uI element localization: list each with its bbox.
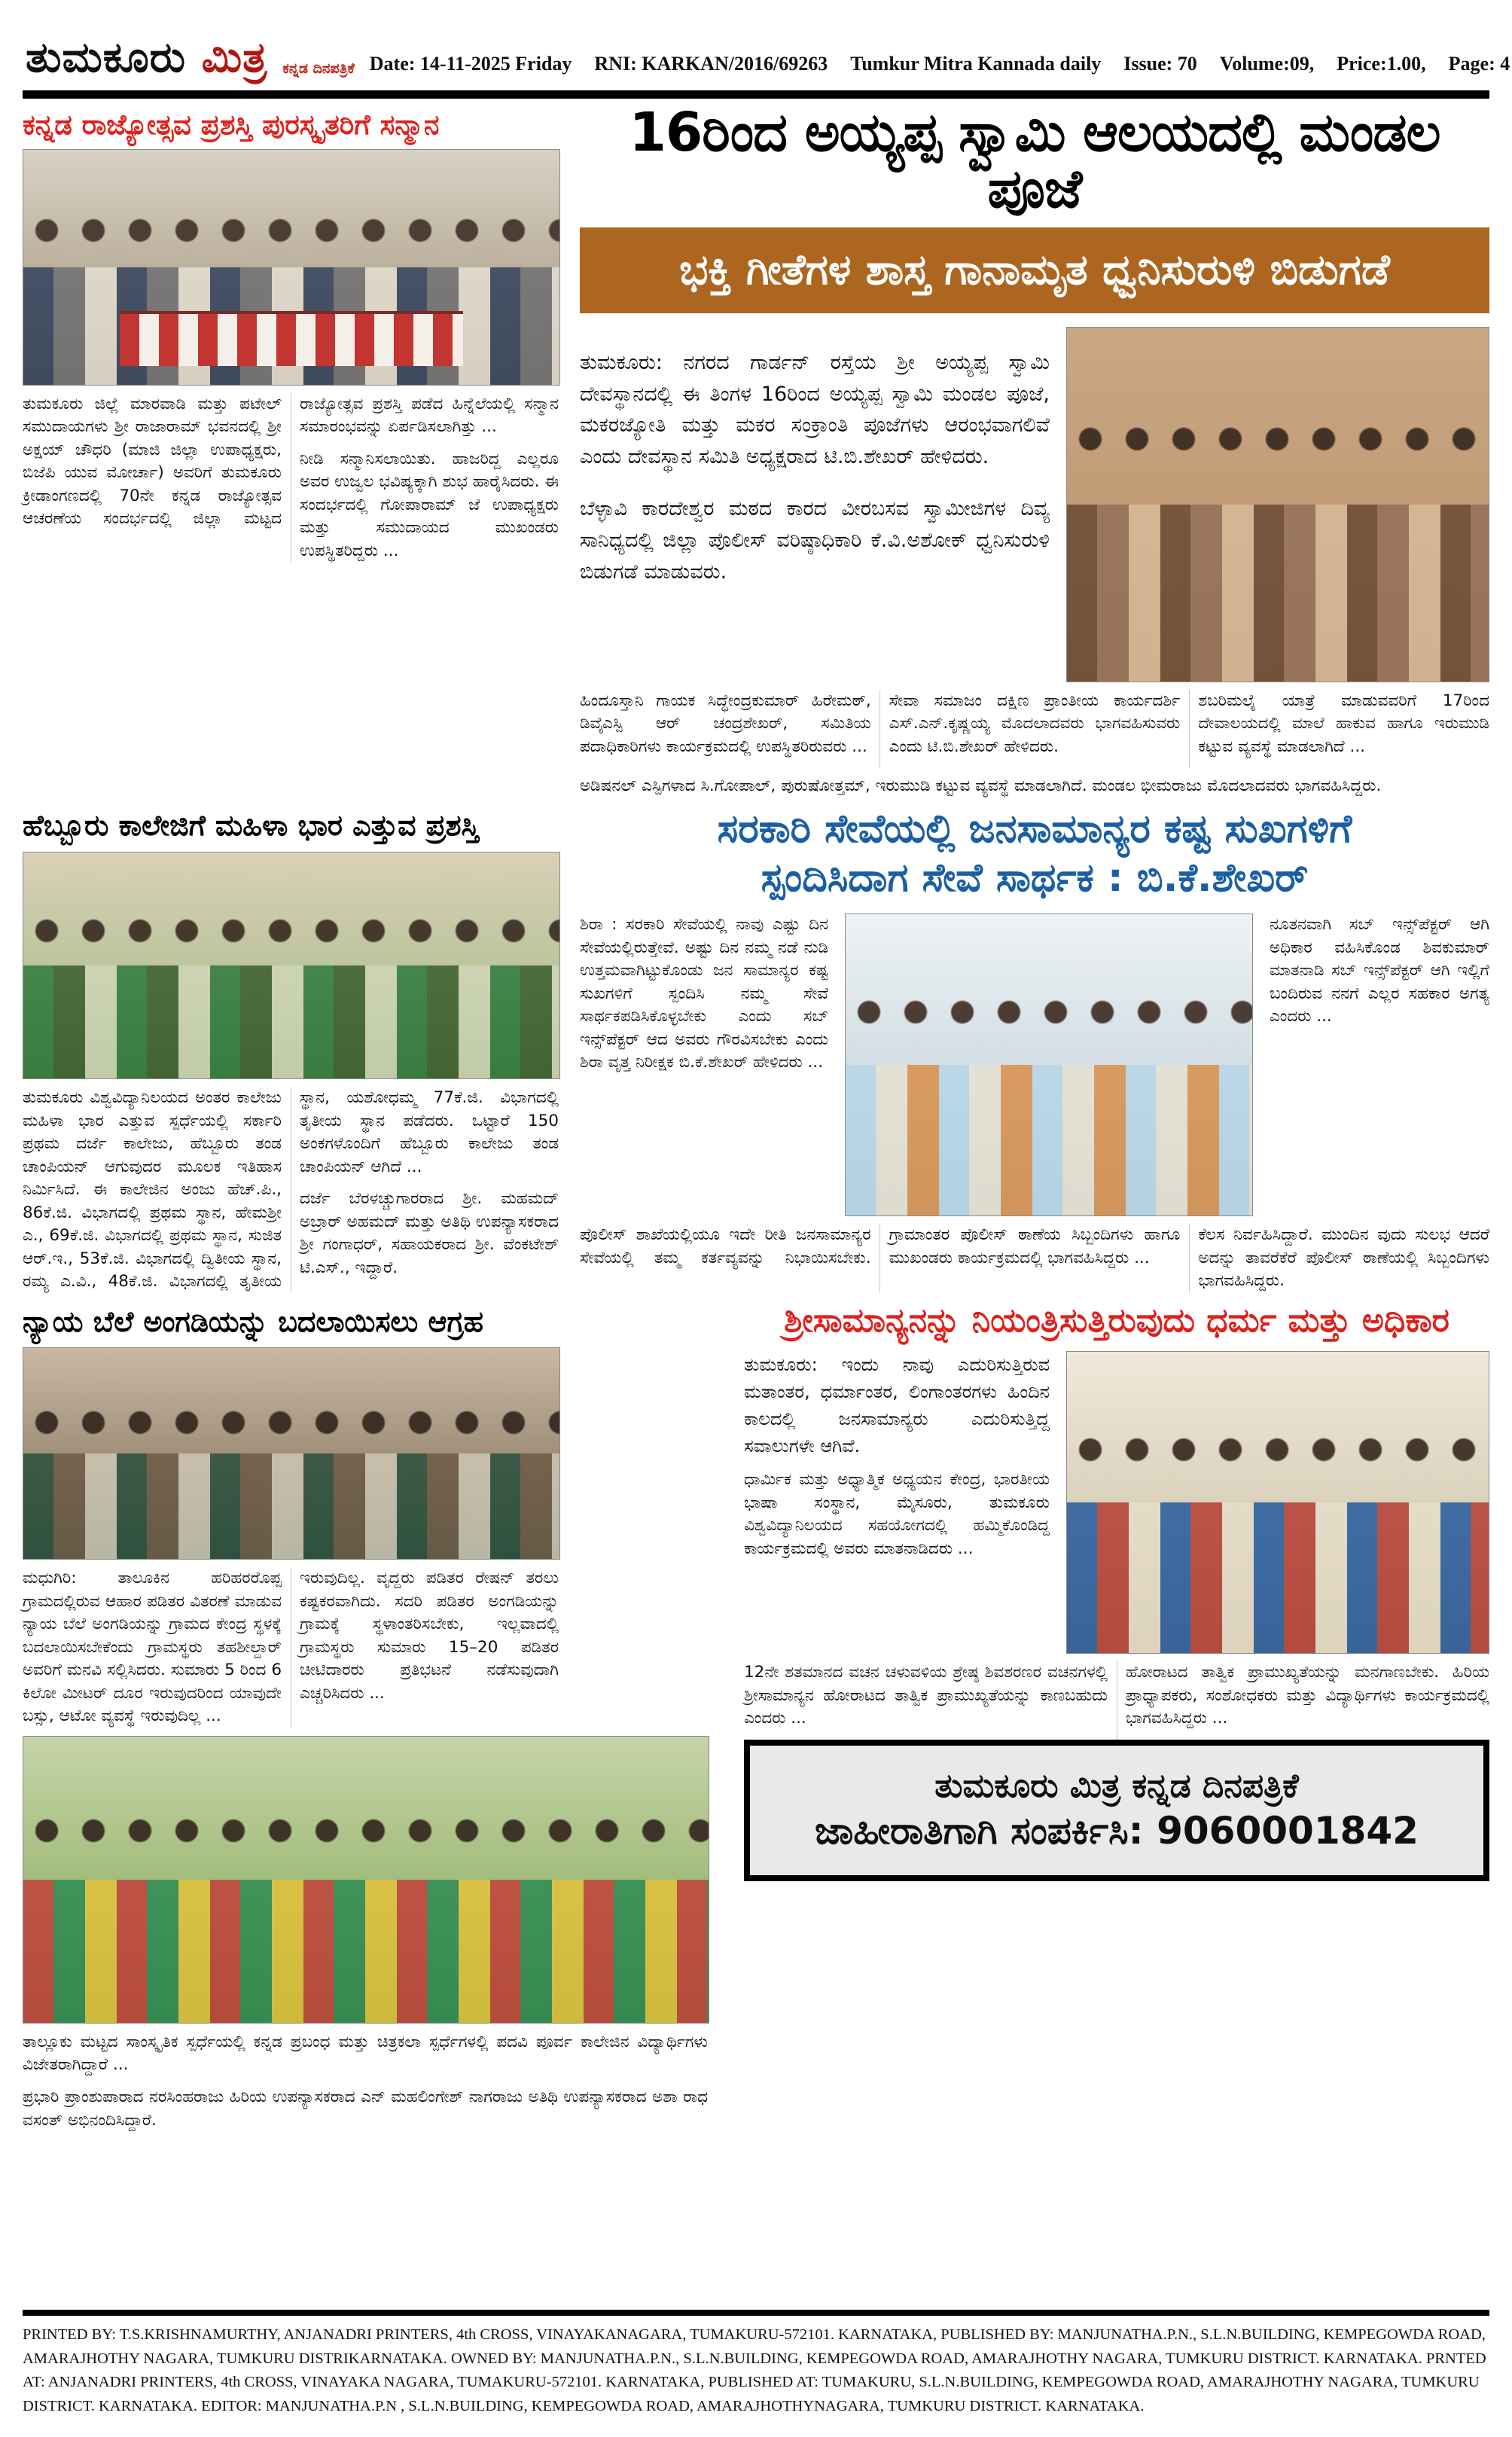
masthead-divider xyxy=(23,90,1489,99)
ayyappa-tail-line: ಅಡಿಷನಲ್ ಎಸ್ಪಿಗಳಾದ ಸಿ.ಗೋಪಾಲ್, ಪುರುಷೋತ್ತಮ್, ಇರುಮುಡಿ ಕಟ್ಟುವ ವ್ಯವಸ್ಥೆ ಮಾಡಲಾಗಿದೆ. ಮಂಡಲ ಭೀಮರಾಜು ಮೊದಲಾದವರು ಭಾಗವಹಿಸಿದ್ದರು. xyxy=(580,776,1382,796)
nyaya-paragraph: ಮಧುಗಿರಿ: ತಾಲೂಕಿನ ಹರಿಹರರೊಪ್ಪ ಗ್ರಾಮದಲ್ಲಿರುವ ಆಹಾರ ಪಡಿತರ ವಿತರಣೆ ಮಾಡುವ ನ್ಯಾಯ ಬೆಲೆ ಅಂಗಡಿಯನ್ನು ಗ್ರಾಮದ ಕೇಂದ್ರ ಸ್ಥಳಕ್ಕೆ ಬದಲಾಯಿಸಬೇಕೆಂದು ಗ್ರಾಮಸ್ಥರು ತಹಶೀಲ್ದಾರ್ ಅವರಿಗೆ ಮನವಿ ಸಲ್ಲಿಸಿದರು. ಸುಮಾರು 5 ರಿಂದ 6 ಕಿಲೋ ಮೀಟರ್ ದೂರ ಇರುವುದರಿಂದ ಯಾವುದೇ ಬಸ್ಸು, ಆಟೋ ವ್ಯವಸ್ಥೆ ಇರುವುದಿಲ್ಲ ... xyxy=(23,1569,282,1726)
dharma-paragraph: ಹೋರಾಟದ ತಾತ್ವಿಕ ಪ್ರಾಮುಖ್ಯತೆಯನ್ನು ಮನಗಾಣಬೇಕು. ಹಿರಿಯ ಪ್ರಾಧ್ಯಾಪಕರು, ಸಂಶೋಧಕರು ಮತ್ತು ವಿದ್ಯಾರ್ಥಿಗಳು ಕಾರ್ಯಕ್ರಮದಲ್ಲಿ ಭಾಗವಹಿಸಿದ್ದರು ... xyxy=(1126,1663,1489,1728)
section-middle xyxy=(23,798,1489,1293)
ayyappa-paragraph: ಹಿಂದೂಸ್ತಾನಿ ಗಾಯಕ ಸಿದ್ಧೇಂದ್ರಕುಮಾರ್ ಹಿರೇಮಠ್, ಡಿವೈಎಸ್ಪಿ ಆರ್ ಚಂದ್ರಶೇಖರ್, ಸಮಿತಿಯ ಪದಾಧಿಕಾರಿಗಳು ಕಾರ್ಯಕ್ರಮದಲ್ಲಿ ಉಪಸ್ಥಿತರಿರುವರು ... xyxy=(580,691,871,756)
newspaper-logo xyxy=(26,33,267,83)
dharma-headline: ಶ್ರೀಸಾಮಾನ್ಯನನ್ನು ನಿಯಂತ್ರಿಸುತ್ತಿರುವುದು ಧರ್ಮ ಮತ್ತು ಅಧಿಕಾರ xyxy=(784,1301,1450,1340)
seva-paragraph: ಕೆಲಸ ನಿರ್ವಹಿಸಿದ್ದಾರೆ. ಮುಂದಿನ ವುದು ಸುಲಭ ಆದರೆ ಅದನ್ನು ತಾವರೆಕೆರೆ ಪೊಲೀಸ್ ಠಾಣೆಯಲ್ಲಿ ಸಿಬ್ಬಂದಿಗಳು ಭಾಗವಹಿಸಿದ್ದರು. xyxy=(1198,1225,1489,1291)
article-dharma xyxy=(744,1294,1489,1881)
award-headline: ಕನ್ನಡ ರಾಜ್ಯೋತ್ಸವ ಪ್ರಶಸ್ತಿ ಪುರಸ್ಕೃತರಿಗೆ ಸನ್ಮಾನ xyxy=(23,108,440,141)
masthead-date: Date: 14-11-2025 Friday xyxy=(369,53,572,75)
ad-line1: ತುಮಕೂರು ಮಿತ್ರ ಕನ್ನಡ ದಿನಪತ್ರಿಕೆ xyxy=(934,1767,1299,1805)
masthead-issue: Issue: 70 xyxy=(1123,53,1197,75)
seva-body-columns xyxy=(580,1224,1489,1293)
ayyappa-body-columns xyxy=(580,690,1489,768)
seva-paragraph: ಶಿರಾ : ಸರಕಾರಿ ಸೇವೆಯಲ್ಲಿ ನಾವು ಎಷ್ಟು ದಿನ ಸೇವೆಯಲ್ಲಿರುತ್ತೇವೆ. ಅಷ್ಟು ದಿನ ನಮ್ಮ ನಡೆ ನುಡಿ ಉತ್ತಮವಾಗಿಟ್ಟುಕೊಂಡು ಜನ ಸಾಮಾನ್ಯರ ಕಷ್ಟ ಸುಖಗಳಿಗೆ ಸ್ಪಂದಿಸಿ ನಮ್ಮ ಸೇವೆ ಸಾರ್ಥಕಪಡಿಸಿಕೊಳ್ಳಬೇಕು ಎಂದು ಸಬ್ ಇನ್ಸ್‌ಪೆಕ್ಟರ್ ಆದ ಅವರು ಗೌರವಿಸಬೇಕು ಎಂದು ಶಿರಾ ವೃತ್ತ ನಿರೀಕ್ಷಕ ಬಿ.ಕೆ.ಶೇಖರ್ ಹೇಳಿದರು ... xyxy=(580,915,828,1072)
advertisement-box xyxy=(744,1740,1489,1881)
nyaya-headline: ನ್ಯಾಯ ಬೆಲೆ ಅಂಗಡಿಯನ್ನು ಬದಲಾಯಿಸಲು ಆಗ್ರಹ xyxy=(23,1304,484,1338)
ayyappa-subhead-banner: ಭಕ್ತಿ ಗೀತೆಗಳ ಶಾಸ್ತ ಗಾನಾಮೃತ ಧ್ವನಿಸುರುಳಿ ಬಿಡುಗಡೆ xyxy=(580,227,1489,313)
masthead-page-number: Page: 4 xyxy=(1448,53,1510,75)
seva-headline xyxy=(580,805,1489,903)
award-paragraph: ತುಮಕೂರು ಜಿಲ್ಲೆ ಮಾರವಾಡಿ ಮತ್ತು ಪಟೇಲ್ ಸಮುದಾಯಗಳು ಶ್ರೀ ರಾಜಾರಾಮ್ ಭವನದಲ್ಲಿ ಶ್ರೀ ಅಕ್ಷಯ್ ಚೌಧರಿ (ಮಾಜಿ ಜಿಲ್ಲಾ ಉಪಾಧ್ಯಕ್ಷರು, ಬಿಜೆಪಿ ಯುವ ಮೋರ್ಚಾ) ಅವರಿಗೆ ತುಮಕೂರು ಕ್ರೀಡಾಂಗಣದಲ್ಲಿ 70ನೇ ಕನ್ನಡ ರಾಜ್ಯೋತ್ಸವ ಆಚರಣೆಯ ಸಂದರ್ಭದಲ್ಲಿ ಜಿಲ್ಲಾ ಮಟ್ಟದ ರಾಜ್ಯೋತ್ಸವ ಪ್ರಶಸ್ತಿ ಪಡೆದ ಹಿನ್ನೆಲೆಯಲ್ಲಿ ಸನ್ಮಾನ ಸಮಾರಂಭವನ್ನು ಏರ್ಪಡಿಸಲಾಗಿತ್ತು ... xyxy=(23,394,559,529)
seva-headline-line2: ಸ್ಪಂದಿಸಿದಾಗ ಸೇವೆ ಸಾರ್ಥಕ : ಬಿ.ಕೆ.ಶೇಖರ್ xyxy=(761,856,1309,901)
section-bottom xyxy=(23,1294,1489,2296)
ayyappa-lead: ತುಮಕೂರು: ನಗರದ ಗಾರ್ಡನ್ ರಸ್ತೆಯ ಶ್ರೀ ಅಯ್ಯಪ್ಪ ಸ್ವಾಮಿ ದೇವಸ್ಥಾನದಲ್ಲಿ ಈ ತಿಂಗಳ 16ರಿಂದ ಅಯ್ಯಪ್ಪ ಸ್ವಾಮಿ ಮಂಡಲ ಪೂಜೆ, ಮಕರಜ್ಯೋತಿ ಮತ್ತು ಮಕರ ಸಂಕ್ರಾಂತಿ ಪೂಜೆಗಳು ಆರಂಭವಾಗಲಿವೆ ಎಂದು ದೇವಸ್ಥಾನ ಸಮಿತಿ ಅಧ್ಯಕ್ಷರಾದ ಟಿ.ಬಿ.ಶೇಖರ್ ಹೇಳಿದರು. xyxy=(580,350,1050,469)
ad-line2: ಜಾಹೀರಾತಿಗಾಗಿ ಸಂಪರ್ಕಿಸಿ: 9060001842 xyxy=(815,1809,1419,1853)
masthead xyxy=(23,14,1510,90)
masthead-tagline: ಕನ್ನಡ ದಿನಪತ್ರಿಕೆ xyxy=(282,60,355,78)
article-seva xyxy=(580,798,1489,1293)
seva-headline-line1: ಸರಕಾರಿ ಸೇವೆಯಲ್ಲಿ ಜನಸಾಮಾನ್ಯರ ಕಷ್ಟ ಸುಖಗಳಿಗೆ xyxy=(717,807,1352,852)
imprint-line: AT: ANJANADRI PRINTERS, 4th CROSS, VINAYAKA NAGARA, TUMAKURU-572101. KARNATAKA, PUBLISHED AT: TUMAKURU, S.L.N.BUILDING, KEMPEGOWDA ROAD, AMARAJHOTHY NAGARA, TUMKURU xyxy=(23,2374,1480,2391)
imprint-line: AMARAJHOTHY NAGARA, TUMKURU DISTRIKARNATAKA. OWNED BY: MANJUNATHA.P.N., S.L.N.BUILDING, KEMPEGOWDA ROAD, AMARAJHOTHY NAGARA, TUMKURU DISTRICT. KARNATAKA. PRNTED xyxy=(23,2350,1486,2367)
nyaya-body xyxy=(23,1567,559,1728)
article-hebburu xyxy=(23,798,559,1293)
seva-paragraph: ನೂತನವಾಗಿ ಸಬ್ ಇನ್ಸ್‌ಪೆಕ್ಟರ್ ಆಗಿ ಅಧಿಕಾರ ವಹಿಸಿಕೊಂಡ ಶಿವಕುಮಾರ್ ಮಾತನಾಡಿ ಸಬ್ ಇನ್ಸ್‌ಪೆಕ್ಟರ್ ಆಗಿ ಇಲ್ಲಿಗೆ ಬಂದಿರುವ ನನಗೆ ಎಲ್ಲರ ಸಹಕಾರ ಅಗತ್ಯ ಎಂದರು ... xyxy=(1270,915,1489,1026)
hebburu-paragraph: ತುಮಕೂರು ವಿಶ್ವವಿದ್ಯಾನಿಲಯದ ಅಂತರ ಕಾಲೇಜು ಮಹಿಳಾ ಭಾರ ಎತ್ತುವ ಸ್ಪರ್ಧೆಯಲ್ಲಿ ಸರ್ಕಾರಿ ಪ್ರಥಮ ದರ್ಜೆ ಕಾಲೇಜು, ಹೆಬ್ಬೂರು ತಂಡ ಚಾಂಪಿಯನ್ ಆಗುವುದರ ಮೂಲಕ ಇತಿಹಾಸ ನಿರ್ಮಿಸಿದೆ. ಈ ಕಾಲೇಜಿನ ಅಂಜು ಹೆಚ್.ಪಿ., 86ಕೆ.ಜಿ. ವಿಭಾಗದಲ್ಲಿ ಪ್ರಥಮ ಸ್ಥಾನ, ಹೇಮಶ್ರೀ ಎ., 69ಕೆ.ಜಿ. ವಿಭಾಗದಲ್ಲಿ ಪ್ರಥಮ ಸ್ಥಾನ, ಸುಜಿತ ಆರ್.ಇ., 53ಕೆ.ಜಿ. ವಿಭಾಗದಲ್ಲಿ ದ್ವಿತೀಯ ಸ್ಥಾನ, ರಮ್ಯ ಎ.ವಿ., 48ಕೆ.ಜಿ. ವಿಭಾಗದಲ್ಲಿ ತೃತೀಯ ಸ್ಥಾನ, ಯಶೋಧಮ್ಮ 77ಕೆ.ಜಿ. ವಿಭಾಗದಲ್ಲಿ ತೃತೀಯ ಸ್ಥಾನ ಪಡೆದರು. ಒಟ್ಟಾರೆ 150 ಅಂಕಗಳೊಂದಿಗೆ ಹೆಬ್ಬೂರು ಕಾಲೇಜು ತಂಡ ಚಾಂಪಿಯನ್ ಆಗಿದೆ ... xyxy=(23,1088,559,1292)
masthead-rni: RNI: KARKAN/2016/69263 xyxy=(594,53,828,75)
dharma-paragraph: ಧಾರ್ಮಿಕ ಮತ್ತು ಅಧ್ಯಾತ್ಮಿಕ ಅಧ್ಯಯನ ಕೇಂದ್ರ, ಭಾರತೀಯ ಭಾಷಾ ಸಂಸ್ಥಾನ, ಮೈಸೂರು, ತುಮಕೂರು ವಿಶ್ವವಿದ್ಯಾನಿಲಯದ ಸಹಯೋಗದಲ್ಲಿ ಹಮ್ಮಿಕೊಂಡಿದ್ದ ಕಾರ್ಯಕ್ರಮದಲ್ಲಿ ಅವರು ಮಾತನಾಡಿದರು ... xyxy=(744,1470,1050,1558)
ayyappa-lead-block xyxy=(580,327,1050,608)
award-paragraph: ನೀಡಿ ಸನ್ಮಾನಿಸಲಾಯಿತು. ಹಾಜರಿದ್ದ ಎಲ್ಲರೂ ಅವರ ಉಜ್ವಲ ಭವಿಷ್ಯಕ್ಕಾಗಿ ಶುಭ ಹಾರೈಸಿದರು. ಈ ಸಂದರ್ಭದಲ್ಲಿ ಗೋಪಾರಾಮ್ ಜೆ ಉಪಾಧ್ಯಕ್ಷರು ಮತ್ತು ಸಮುದಾಯದ ಮುಖಂಡರು ಉಪಸ್ಥಿತರಿದ್ದರು ... xyxy=(300,449,559,560)
nyaya-ending xyxy=(23,2031,708,2132)
photo-seva-felicitation xyxy=(845,913,1253,1216)
article-ayyappa xyxy=(580,99,1489,798)
nyaya-paragraph: ತಾಲ್ಲೂಕು ಮಟ್ಟದ ಸಾಂಸ್ಕೃತಿಕ ಸ್ಪರ್ಧೆಯಲ್ಲಿ ಕನ್ನಡ ಪ್ರಬಂಧ ಮತ್ತು ಚಿತ್ರಕಲಾ ಸ್ಪರ್ಧೆಗಳಲ್ಲಿ ಪದವಿ ಪೂರ್ವ ಕಾಲೇಜಿನ ವಿದ್ಯಾರ್ಥಿಗಳು ವಿಜೇತರಾಗಿದ್ದಾರೆ ... xyxy=(23,2032,708,2075)
striped-table xyxy=(120,311,463,366)
masthead-volume: Volume:09, xyxy=(1219,53,1315,75)
imprint-line: PRINTED BY: T.S.KRISHNAMURTHY, ANJANADRI PRINTERS, 4th CROSS, VINAYAKANAGARA, TUMAKURU-572101. KARNATAKA, PUBLISHED BY: MANJUNATHA.P.N., S.L.N.BUILDING, KEMPEGOWDA ROAD, xyxy=(23,2326,1486,2343)
photo-students-group xyxy=(23,1736,709,2024)
dharma-paragraph: 12ನೇ ಶತಮಾನದ ವಚನ ಚಳುವಳಿಯ ಶ್ರೇಷ್ಠ ಶಿವಶರಣರ ವಚನಗಳಲ್ಲಿ ಶ್ರೀಸಾಮಾನ್ಯನ ಹೋರಾಟದ ತಾತ್ವಿಕ ಪ್ರಾಮುಖ್ಯತೆಯನ್ನು ಕಾಣಬಹುದು ಎಂದರು ... xyxy=(744,1663,1108,1728)
imprint-line: DISTRICT. KARNATAKA. EDITOR: MANJUNATHA.P.N , S.L.N.BUILDING, KEMPEGOWDA ROAD, AMARAJHOTHYNAGARA, TUMKURU DISTRICT. KARNATAKA. xyxy=(23,2398,1145,2415)
ayyappa-paragraph: ಬೆಳ್ಳಾವಿ ಕಾರದೇಶ್ವರ ಮಠದ ಕಾರದ ವೀರಬಸವ ಸ್ವಾಮೀಜಿಗಳ ದಿವ್ಯ ಸಾನಿಧ್ಯದಲ್ಲಿ ಜಿಲ್ಲಾ ಪೊಲೀಸ್ ವರಿಷ್ಠಾಧಿಕಾರಿ ಕೆ.ವಿ.ಅಶೋಕ್ ಧ್ವನಿಸುರುಳಿ ಬಿಡುಗಡೆ ಮಾಡುವರು. xyxy=(580,497,1050,584)
nyaya-paragraph: ಪ್ರಭಾರಿ ಪ್ರಾಂಶುಪಾರಾದ ನರಸಿಂಹರಾಜು ಹಿರಿಯ ಉಪನ್ಯಾಸಕರಾದ ಎನ್ ಮಹಲಿಂಗೇಶ್ ನಾಗರಾಜು ಅತಿಥಿ ಉಪನ್ಯಾಸಕರಾದ ಅಶಾ ರಾಧ ವಸಂತ್ ಅಭಿನಂದಿಸಿದ್ದಾರೆ. xyxy=(23,2087,708,2130)
award-body xyxy=(23,393,559,563)
photo-dharma-lamp-lighting xyxy=(1066,1351,1489,1654)
dharma-body-columns xyxy=(744,1661,1489,1740)
article-nyaya xyxy=(23,1294,723,2141)
masthead-price: Price:1.00, xyxy=(1337,53,1426,75)
dharma-lead: ತುಮಕೂರು: ಇಂದು ನಾವು ಎದುರಿಸುತ್ತಿರುವ ಮತಾಂತರ, ಧರ್ಮಾಂತರ, ಲಿಂಗಾಂತರಗಳು ಹಿಂದಿನ ಕಾಲದಲ್ಲಿ ಜನಸಾಮಾನ್ಯರು ಎದುರಿಸುತ್ತಿದ್ದ ಸವಾಲುಗಳೇ ಆಗಿವೆ. xyxy=(744,1354,1050,1457)
photo-award-group xyxy=(23,149,560,386)
section-top xyxy=(23,99,1489,798)
imprint-footer xyxy=(23,2323,1489,2419)
photo-nyaya-petition xyxy=(23,1347,560,1560)
hebburu-paragraph: ದರ್ಜೆ ಬೆರಳಚ್ಚುಗಾರರಾದ ಶ್ರೀ. ಮಹಮದ್ ಅಬ್ರಾರ್ ಅಹಮದ್ ಮತ್ತು ಅತಿಥಿ ಉಪನ್ಯಾಸಕರಾದ ಶ್ರೀ ಗಂಗಾಧರ್, ಸಹಾಯಕರಾದ ಶ್ರೀ. ವೆಂಕಟೇಶ್ ಟಿ.ಎಸ್., ಇದ್ದಾರೆ. xyxy=(300,1189,559,1277)
masthead-issue-line xyxy=(370,53,1510,83)
dharma-lead-block xyxy=(744,1351,1050,1569)
ayyappa-paragraph: ಶಬರಿಮಲೈ ಯಾತ್ರೆ ಮಾಡುವವರಿಗೆ 17ರಿಂದ ದೇವಾಲಯದಲ್ಲಿ ಮಾಲೆ ಹಾಕುವ ಹಾಗೂ ಇರುಮುಡಿ ಕಟ್ಟುವ ವ್ಯವಸ್ಥೆ ಮಾಡಲಾಗಿದೆ ... xyxy=(1198,691,1489,756)
masthead-daily-name: Tumkur Mitra Kannada daily xyxy=(850,53,1102,75)
seva-col-left xyxy=(580,913,828,1084)
photo-hebburu-team xyxy=(23,852,560,1079)
article-award xyxy=(23,99,559,563)
photo-ayyappa-release xyxy=(1066,327,1489,682)
footer-divider xyxy=(23,2310,1489,2316)
hebburu-headline: ಹೆಬ್ಬೂರು ಕಾಲೇಜಿಗೆ ಮಹಿಳಾ ಭಾರ ಎತ್ತುವ ಪ್ರಶಸ್ತಿ xyxy=(23,809,479,843)
nyaya-paragraph: ಇರುವುದಿಲ್ಲ. ವೃದ್ದರು ಪಡಿತರ ರೇಷನ್ ತರಲು ಕಷ್ಟಕರವಾಗಿದು. ಸದರಿ ಪಡಿತರ ಅಂಗಡಿಯನ್ನು ಗ್ರಾಮಕ್ಕೆ ಸ್ಥಳಾಂತರಿಸಬೇಕು, ಇಲ್ಲವಾದಲ್ಲಿ ಗ್ರಾಮಸ್ಥರು ಸುಮಾರು 15–20 ಪಡಿತರ ಚೀಟಿದಾರರು ಪ್ರತಿಭಟನೆ ನಡೆಸುವುದಾಗಿ ಎಚ್ಚರಿಸಿದರು ... xyxy=(300,1569,559,1703)
logo-text-black: ತುಮಕೂರು xyxy=(26,33,187,82)
ayyappa-paragraph: ಸೇವಾ ಸಮಾಜಂ ದಕ್ಷಿಣ ಪ್ರಾಂತೀಯ ಕಾರ್ಯದರ್ಶಿ ಎಸ್.ಎನ್.ಕೃಷ್ಣಯ್ಯ ಮೊದಲಾದವರು ಭಾಗವಹಿಸುವರು ಎಂದು ಟಿ.ಬಿ.ಶೇಖರ್ ಹೇಳಿದರು. xyxy=(889,691,1181,756)
logo-text-red: ಮಿತ್ರ xyxy=(201,33,268,82)
seva-col-right xyxy=(1270,913,1489,1038)
ayyappa-headline: 16ರಿಂದ ಅಯ್ಯಪ್ಪ ಸ್ವಾಮಿ ಆಲಯದಲ್ಲಿ ಮಂಡಲ ಪೂಜೆ xyxy=(629,101,1440,220)
hebburu-body xyxy=(23,1087,559,1294)
seva-paragraph: ಪೊಲೀಸ್ ಶಾಖೆಯಲ್ಲಿಯೂ ಇದೇ ರೀತಿ ಜನಸಾಮಾನ್ಯರ ಸೇವೆಯಲ್ಲಿ ತಮ್ಮ ಕರ್ತವ್ಯವನ್ನು ನಿಭಾಯಿಸಬೇಕು. ಗ್ರಾಮಾಂತರ ಪೊಲೀಸ್ ಠಾಣೆಯ ಸಿಬ್ಬಂದಿಗಳು ಹಾಗೂ ಮುಖಂಡರು ಕಾರ್ಯಕ್ರಮದಲ್ಲಿ ಭಾಗವಹಿಸಿದ್ದರು ... xyxy=(580,1225,1181,1267)
